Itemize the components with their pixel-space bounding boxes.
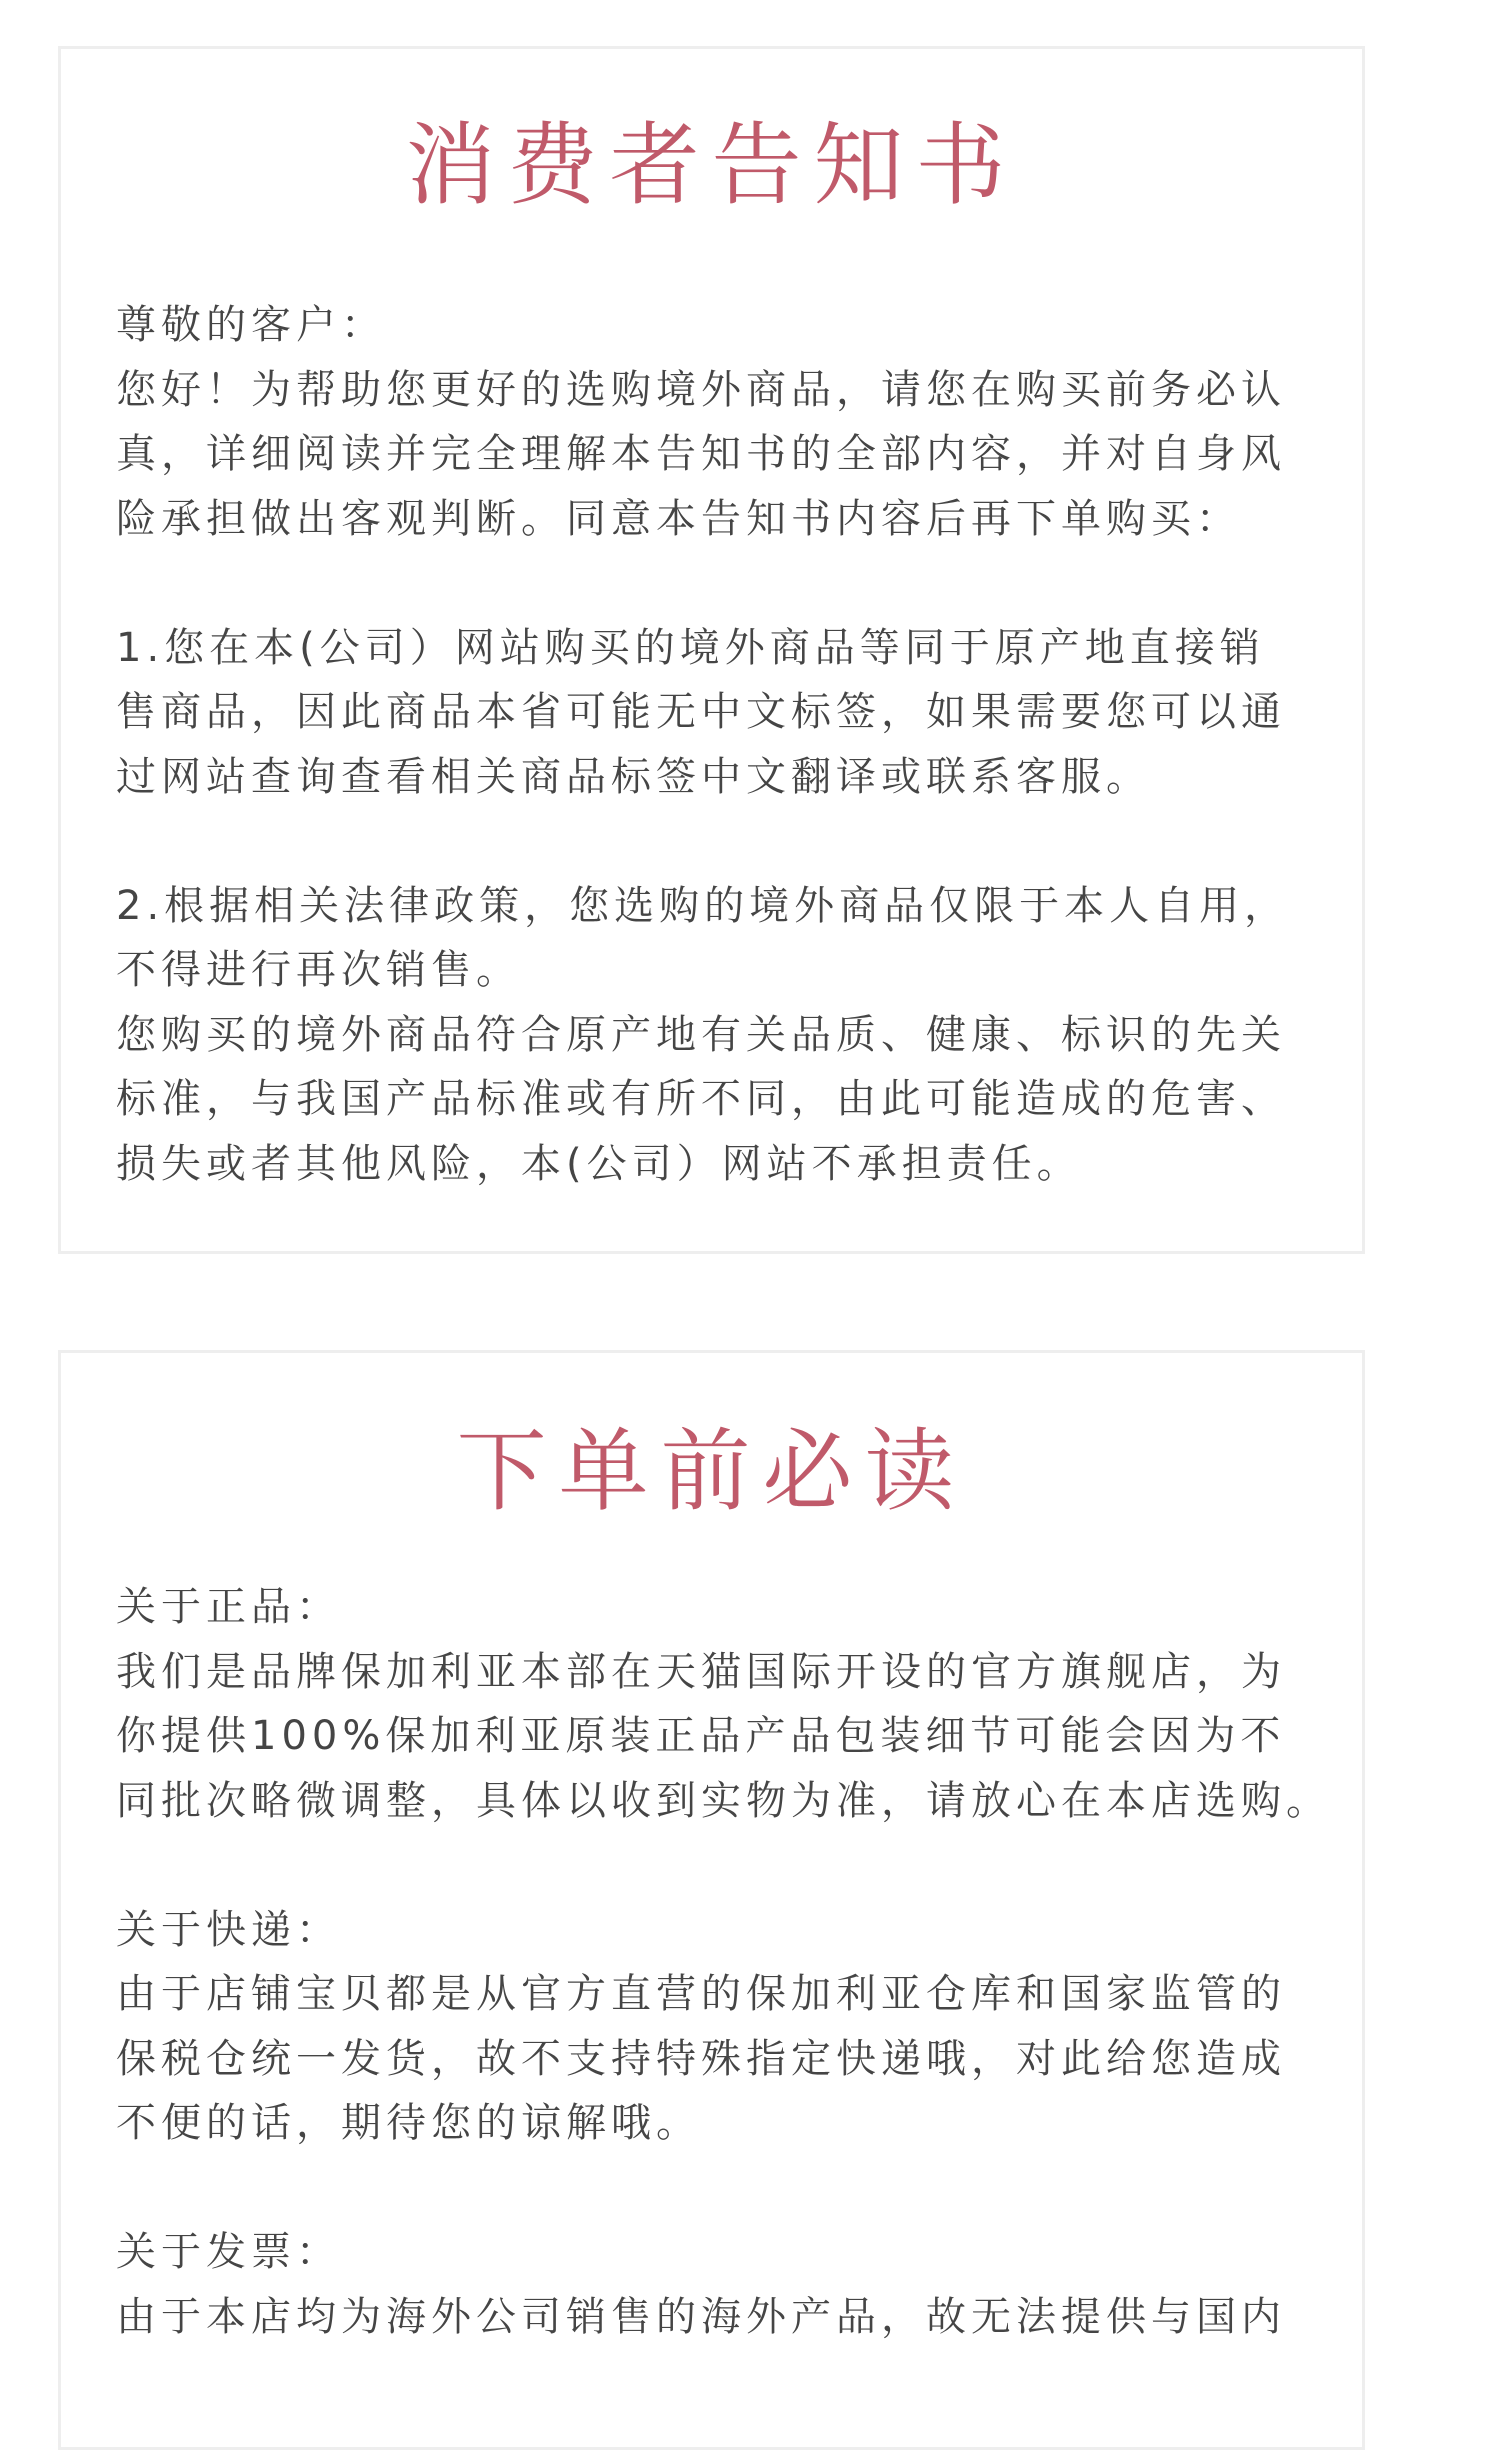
item-1-line: 过网站查询查看相关商品标签中文翻译或联系客服。: [116, 753, 1151, 800]
authentic-heading: 关于正品：: [116, 1584, 341, 1630]
must-read-body: [116, 1575, 1376, 2349]
must-read-card: [58, 1350, 1365, 2450]
express-line: 由于店铺宝贝都是从官方直营的保加利亚仓库和国家监管的: [116, 1971, 1286, 2017]
intro-line: 真，详细阅读并完全理解本告知书的全部内容，并对自身风: [116, 431, 1286, 477]
authentic-line: 你提供100%保加利亚原装正品产品包装细节可能会因为不: [116, 1713, 1286, 1759]
must-read-title: 下单前必读: [456, 1419, 967, 1524]
intro-line: 险承担做出客观判断。同意本告知书内容后再下单购买：: [116, 495, 1241, 542]
paragraph-gap: [116, 809, 1376, 874]
invoice-heading: 关于发票：: [116, 2229, 341, 2275]
item-2-line: 不得进行再次销售。: [116, 947, 521, 993]
paragraph-gap: [116, 1833, 1376, 1898]
item-2-line: 损失或者其他风险，本(公司）网站不承担责任。: [116, 1140, 1082, 1187]
paragraph-gap: [116, 2156, 1376, 2221]
item-2-line: 标准，与我国产品标准或有所不同，由此可能造成的危害、: [116, 1076, 1286, 1122]
item-2-line: 2.根据相关法律政策，您选购的境外商品仅限于本人自用，: [116, 882, 1290, 929]
consumer-notice-title: 消费者告知书: [405, 113, 1018, 218]
consumer-notice-body: [116, 293, 1376, 1196]
item-2-line: 您购买的境外商品符合原产地有关品质、健康、标识的先关: [116, 1011, 1286, 1058]
paragraph-gap: [116, 551, 1376, 616]
consumer-notice-card: [58, 46, 1365, 1254]
express-line: 保税仓统一发货，故不支持特殊指定快递哦，对此给您造成: [116, 2035, 1286, 2082]
item-1-line: 1.您在本(公司）网站购买的境外商品等同于原产地直接销: [116, 624, 1265, 671]
express-line: 不便的话，期待您的谅解哦。: [116, 2100, 701, 2146]
invoice-line: 由于本店均为海外公司销售的海外产品，故无法提供与国内: [116, 2293, 1286, 2340]
express-heading: 关于快递：: [116, 1906, 341, 1953]
intro-line: 您好！为帮助您更好的选购境外商品，请您在购买前务必认: [116, 366, 1286, 413]
authentic-line: 同批次略微调整，具体以收到实物为准，请放心在本店选购。: [116, 1777, 1331, 1824]
authentic-line: 我们是品牌保加利亚本部在天猫国际开设的官方旗舰店，为: [116, 1648, 1286, 1695]
salutation: 尊敬的客户：: [116, 302, 386, 348]
item-1-line: 售商品，因此商品本省可能无中文标签，如果需要您可以通: [116, 689, 1286, 735]
